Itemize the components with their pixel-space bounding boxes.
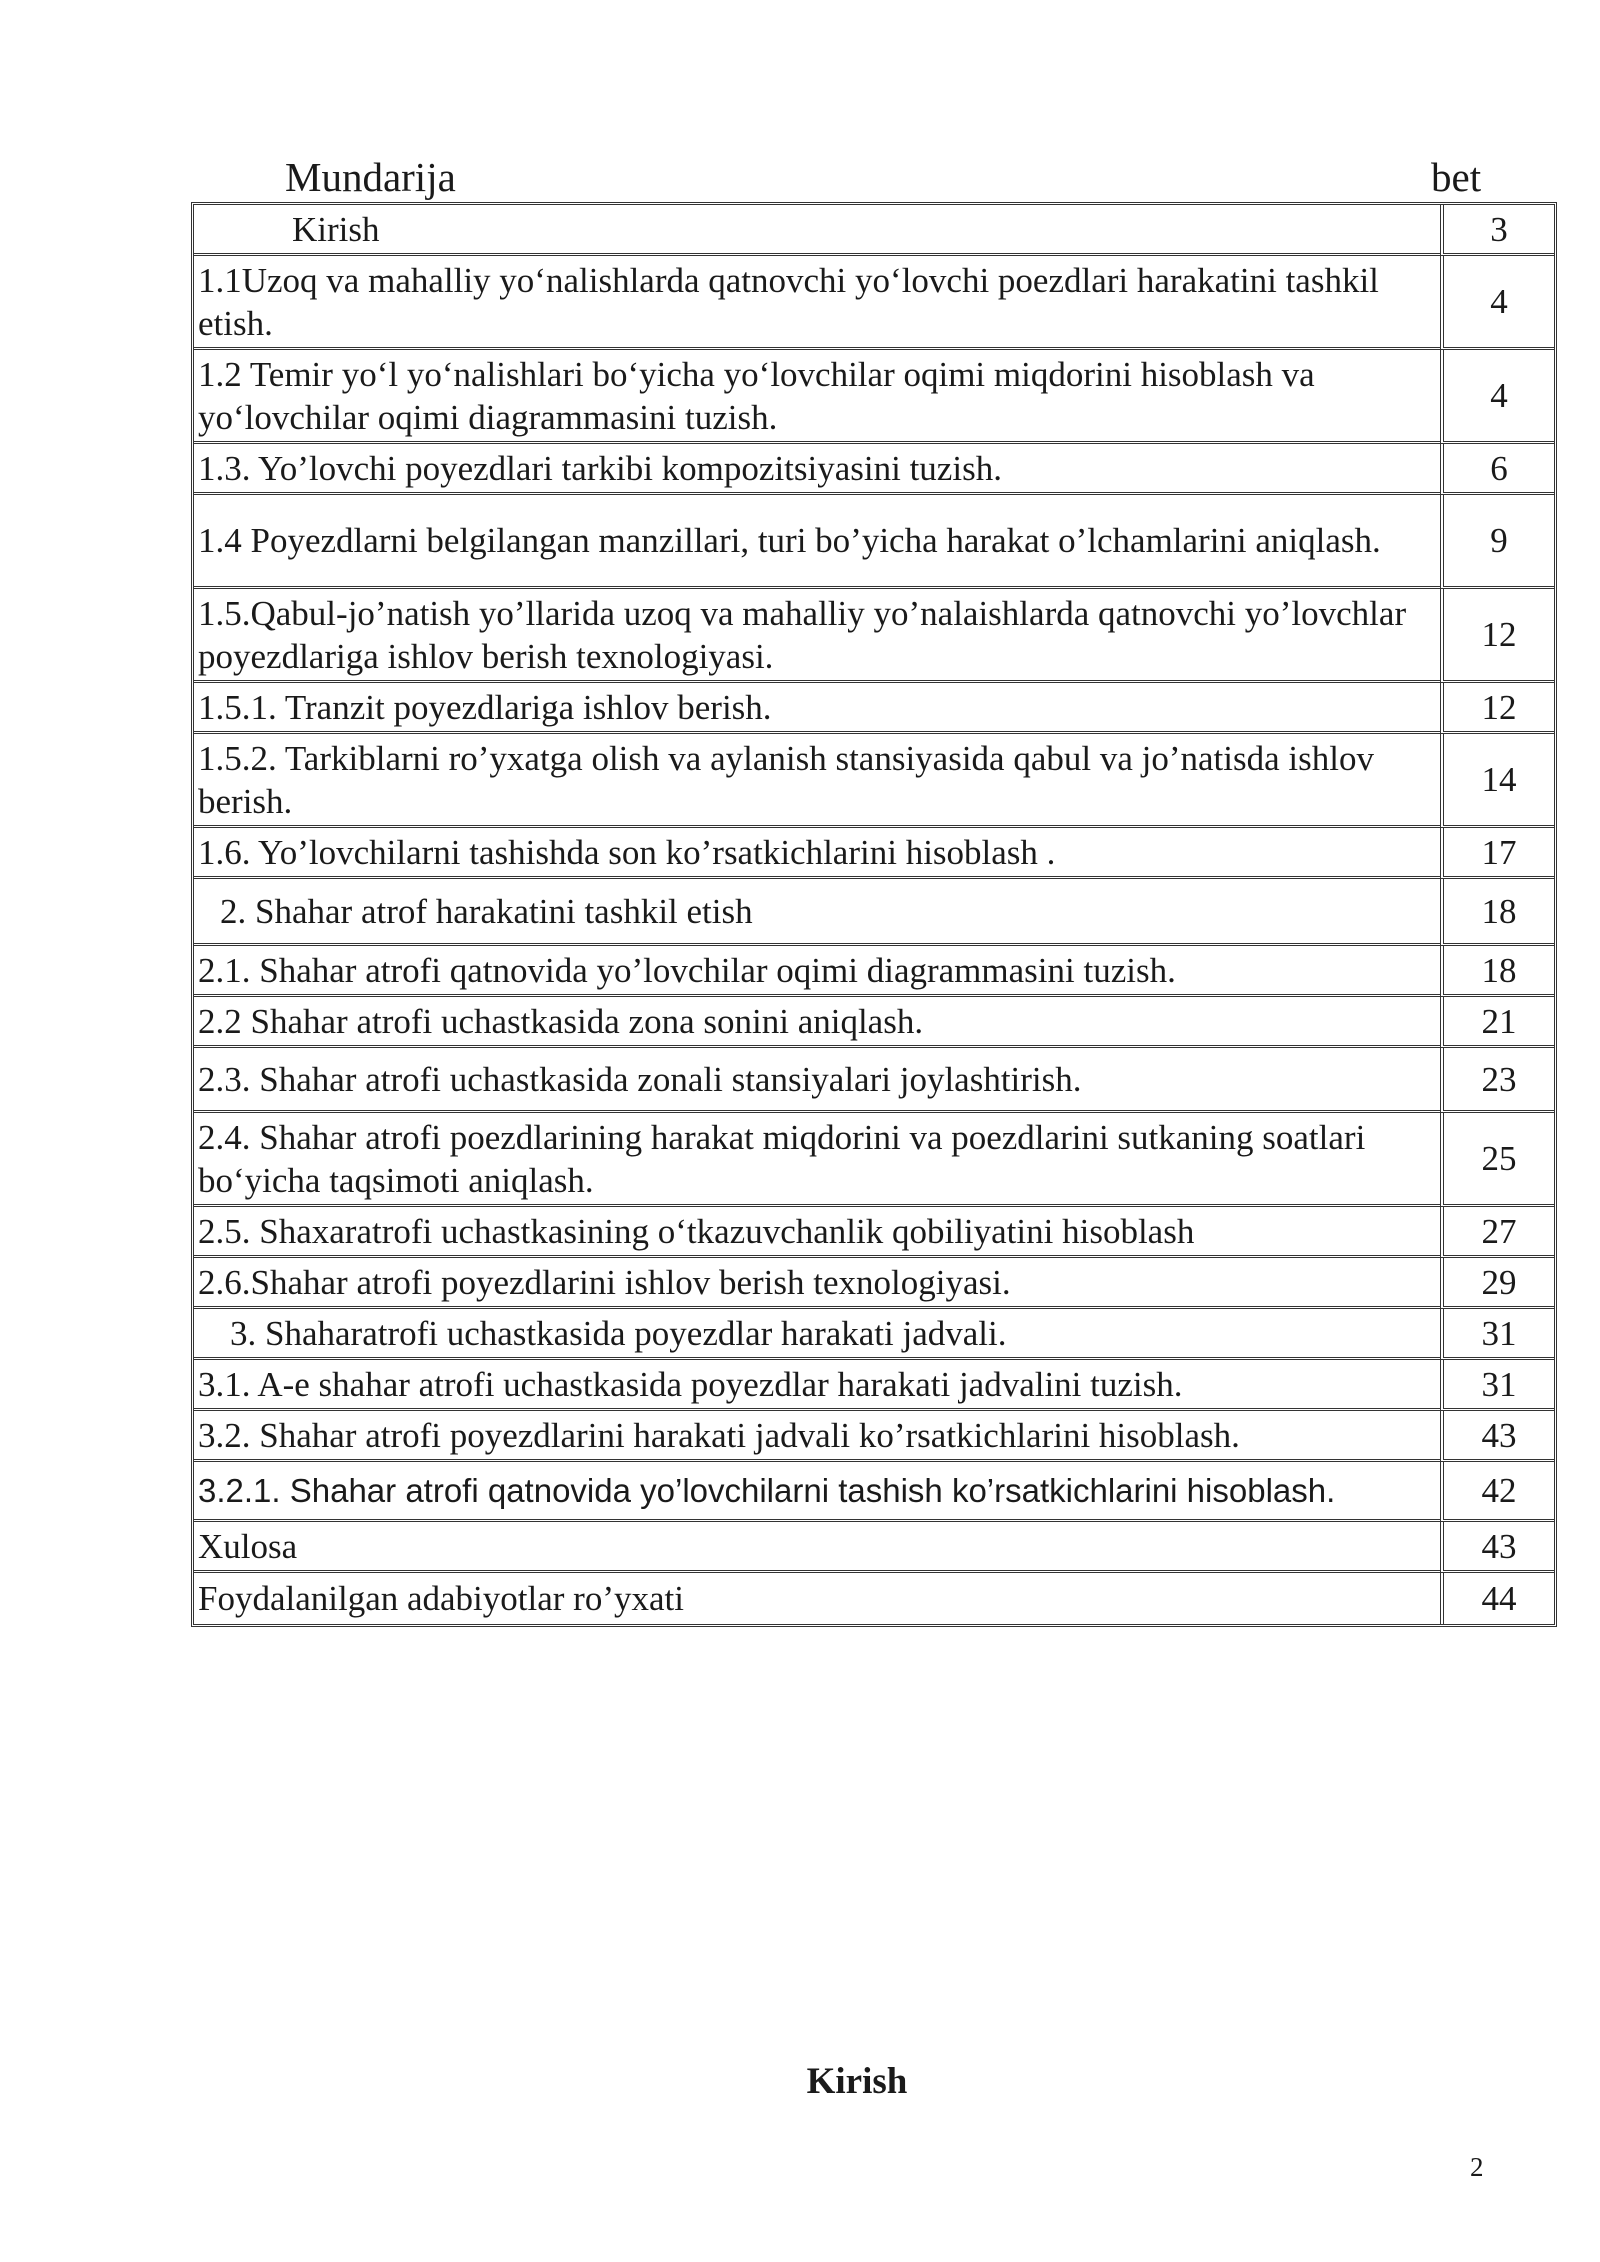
- toc-entry-page: 17: [1440, 828, 1554, 879]
- toc-row: [194, 1207, 1554, 1258]
- toc-row: [194, 1522, 1554, 1573]
- toc-row: [194, 495, 1554, 589]
- toc-entry-text: 1.5.1. Tranzit poyezdlariga ishlov berish.: [194, 683, 1440, 734]
- toc-entry-text: 2.4. Shahar atrofi poezdlarining harakat miqdorini va poezdlarini sutkaning soatlari bo‘yicha taqsimoti aniqlash.: [194, 1113, 1440, 1207]
- toc-entry-page: 4: [1440, 350, 1554, 444]
- toc-entry-page: 42: [1440, 1462, 1554, 1522]
- toc-row: [194, 205, 1554, 256]
- toc-row: [194, 1048, 1554, 1113]
- toc-row: [194, 350, 1554, 444]
- toc-row: [194, 946, 1554, 997]
- toc-entry-text: 2. Shahar atrof harakatini tashkil etish: [194, 879, 1440, 946]
- toc-entry-text: 2.6.Shahar atrofi poyezdlarini ishlov berish texnologiyasi.: [194, 1258, 1440, 1309]
- toc-entry-page: 21: [1440, 997, 1554, 1048]
- toc-row: [194, 1462, 1554, 1522]
- toc-entry-text: Kirish: [194, 205, 1440, 256]
- toc-entry-text: 1.5.Qabul-jo’natish yo’llarida uzoq va mahalliy yo’nalaishlarda qatnovchi yo’lovchlar poyezdlariga ishlov berish texnologiyasi.: [194, 589, 1440, 683]
- toc-row: [194, 1360, 1554, 1411]
- toc-row: [194, 1309, 1554, 1360]
- toc-entry-text: Xulosa: [194, 1522, 1440, 1573]
- toc-entry-page: 43: [1440, 1411, 1554, 1462]
- table-of-contents: [191, 202, 1557, 1627]
- toc-row: [194, 1411, 1554, 1462]
- toc-row: [194, 589, 1554, 683]
- toc-entry-text: 1.2 Temir yo‘l yo‘nalishlari bo‘yicha yo‘lovchilar oqimi miqdorini hisoblash va yo‘lovchilar oqimi diagrammasini tuzish.: [194, 350, 1440, 444]
- toc-row: [194, 879, 1554, 946]
- toc-entry-text: 3.1. A-e shahar atrofi uchastkasida poyezdlar harakati jadvalini tuzish.: [194, 1360, 1440, 1411]
- toc-entry-page: 18: [1440, 879, 1554, 946]
- toc-entry-text: 3.2. Shahar atrofi poyezdlarini harakati jadvali ko’rsatkichlarini hisoblash.: [194, 1411, 1440, 1462]
- toc-row: [194, 444, 1554, 495]
- toc-entry-page: 18: [1440, 946, 1554, 997]
- toc-entry-page: 23: [1440, 1048, 1554, 1113]
- toc-title: Mundarija: [285, 154, 456, 200]
- toc-entry-text: 1.1Uzoq va mahalliy yo‘nalishlarda qatnovchi yo‘lovchi poezdlari harakatini tashkil etish.: [194, 256, 1440, 350]
- toc-entry-text: 2.5. Shaxaratrofi uchastkasining o‘tkazuvchanlik qobiliyatini hisoblash: [194, 1207, 1440, 1258]
- toc-entry-page: 12: [1440, 589, 1554, 683]
- toc-header: [191, 152, 1557, 202]
- toc-entry-page: 27: [1440, 1207, 1554, 1258]
- page-column-label: bet: [1431, 154, 1482, 200]
- toc-row: [194, 683, 1554, 734]
- toc-entry-text: 1.4 Poyezdlarni belgilangan manzillari, turi bo’yicha harakat o’lchamlarini aniqlash.: [194, 495, 1440, 589]
- toc-row: [194, 256, 1554, 350]
- toc-row: [194, 1113, 1554, 1207]
- toc-entry-page: 44: [1440, 1573, 1554, 1624]
- toc-row: [194, 828, 1554, 879]
- toc-entry-page: 14: [1440, 734, 1554, 828]
- toc-entry-page: 29: [1440, 1258, 1554, 1309]
- page-number: 2: [1470, 2152, 1484, 2182]
- toc-row: [194, 997, 1554, 1048]
- toc-entry-text: 1.6. Yo’lovchilarni tashishda son ko’rsatkichlarini hisoblash .: [194, 828, 1440, 879]
- toc-entry-text: 2.2 Shahar atrofi uchastkasida zona sonini aniqlash.: [194, 997, 1440, 1048]
- toc-row: [194, 734, 1554, 828]
- toc-entry-text: 2.1. Shahar atrofi qatnovida yo’lovchilar oqimi diagrammasini tuzish.: [194, 946, 1440, 997]
- toc-entry-page: 3: [1440, 205, 1554, 256]
- toc-entry-text: Foydalanilgan adabiyotlar ro’yxati: [198, 1579, 684, 1618]
- toc-entry-text: 2.3. Shahar atrofi uchastkasida zonali stansiyalari joylashtirish.: [194, 1048, 1440, 1113]
- toc-row: [194, 1573, 1554, 1624]
- toc-row: [194, 1258, 1554, 1309]
- toc-entry-page: 31: [1440, 1360, 1554, 1411]
- toc-entry-page: 6: [1440, 444, 1554, 495]
- toc-entry-page: 9: [1440, 495, 1554, 589]
- toc-entry-text: 1.5.2. Tarkiblarni ro’yxatga olish va aylanish stansiyasida qabul va jo’natisda ishlov berish.: [194, 734, 1440, 828]
- toc-entry-page: 43: [1440, 1522, 1554, 1573]
- toc-entry-page: 4: [1440, 256, 1554, 350]
- toc-entry-page: 31: [1440, 1309, 1554, 1360]
- toc-entry-page: 25: [1440, 1113, 1554, 1207]
- toc-entry-text: 3.2.1. Shahar atrofi qatnovida yo’lovchilarni tashish ko’rsatkichlarini hisoblash.: [194, 1462, 1440, 1522]
- toc-entry-page: 12: [1440, 683, 1554, 734]
- toc-entry-text: 1.3. Yo’lovchi poyezdlari tarkibi kompozitsiyasini tuzish.: [194, 444, 1440, 495]
- section-heading: Kirish: [806, 2061, 908, 2102]
- toc-entry-text: 3. Shaharatrofi uchastkasida poyezdlar harakati jadvali.: [194, 1309, 1440, 1360]
